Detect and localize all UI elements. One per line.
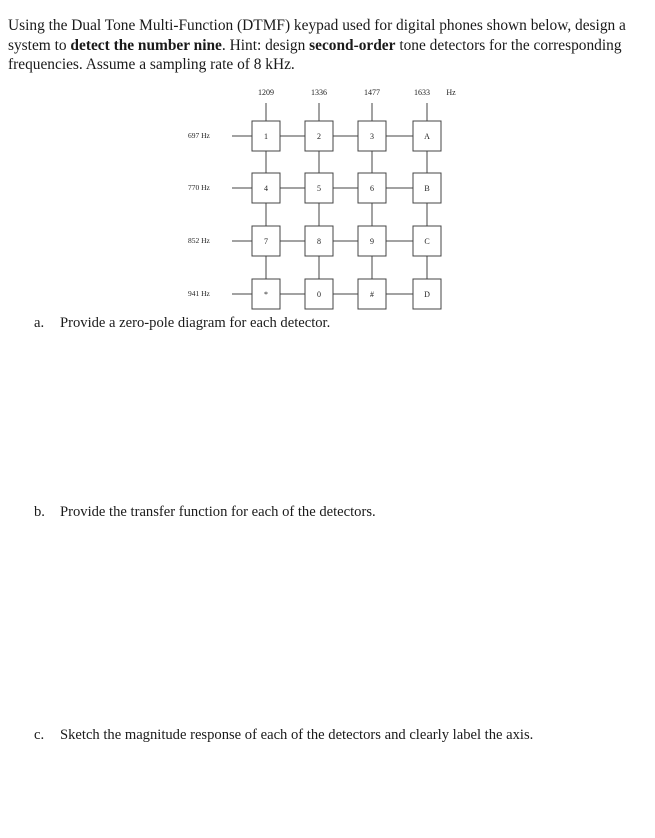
key-3: 3 [370, 132, 374, 141]
key-C: C [424, 237, 430, 246]
question-b [34, 504, 376, 521]
col-freq-1477: 1477 [364, 88, 380, 97]
key-A: A [424, 132, 430, 141]
key-B: B [424, 184, 430, 193]
key-4: 4 [264, 184, 268, 193]
key-0: 0 [317, 290, 321, 299]
col-freq-unit: Hz [446, 88, 456, 97]
key-5: 5 [317, 184, 321, 193]
question-a-text: Provide a zero-pole diagram for each detector. [60, 315, 331, 331]
row-freq-697: 697 Hz [188, 131, 210, 140]
key-9: 9 [370, 237, 374, 246]
problem-bold-1: detect the number nine [70, 36, 222, 54]
dtmf-keypad-diagram [0, 0, 655, 320]
question-c [34, 727, 533, 744]
row-freq-941: 941 Hz [188, 289, 210, 298]
row-freq-770: 770 Hz [188, 183, 210, 192]
key-hash: # [370, 290, 374, 299]
key-8: 8 [317, 237, 321, 246]
problem-bold-2: second-order [309, 36, 396, 54]
key-7: 7 [264, 237, 268, 246]
col-freq-1336: 1336 [311, 88, 327, 97]
problem-text-1: Using the Dual Tone Multi-Function (DTMF) keypad used for digital phones shown below, design a system to [8, 17, 626, 54]
key-6: 6 [370, 184, 374, 193]
key-D: D [424, 290, 430, 299]
question-a-label: a. [34, 315, 45, 331]
problem-text-3: tone detectors for the corresponding frequencies. Assume a sampling rate of 8 kHz. [8, 36, 622, 73]
question-c-label: c. [34, 727, 45, 743]
row-freq-852: 852 Hz [188, 236, 210, 245]
question-b-text: Provide the transfer function for each of the detectors. [60, 504, 376, 520]
key-1: 1 [264, 132, 268, 141]
question-c-text: Sketch the magnitude response of each of the detectors and clearly label the axis. [60, 727, 534, 743]
question-b-label: b. [34, 504, 45, 520]
question-a [34, 315, 330, 332]
key-star: * [264, 290, 268, 299]
col-freq-1209: 1209 [258, 88, 274, 97]
problem-text-2: . Hint: design [221, 36, 310, 54]
col-freq-1633: 1633 [414, 88, 430, 97]
key-2: 2 [317, 132, 321, 141]
